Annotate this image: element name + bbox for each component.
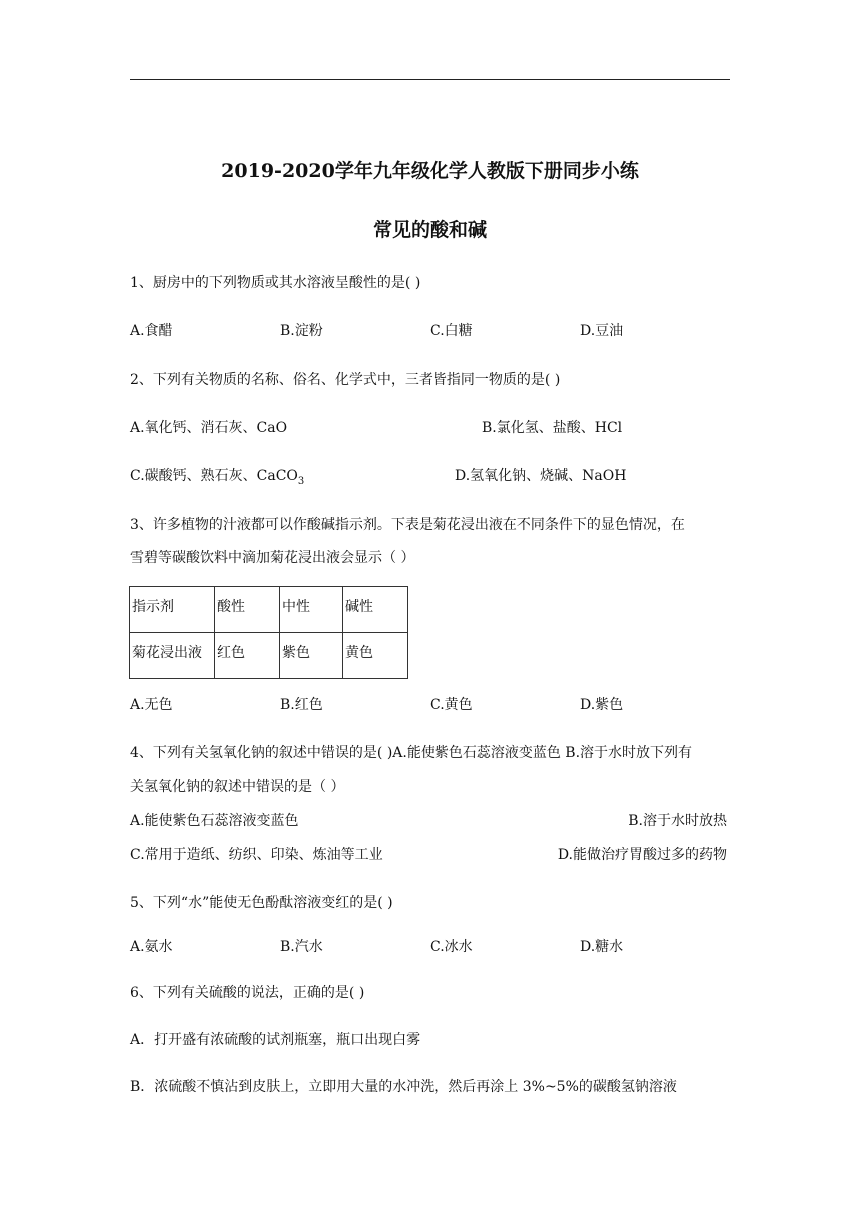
table-cell: 紫色 — [280, 633, 343, 679]
q2-option-c-subscript: 3 — [297, 475, 305, 487]
table-cell: 指示剂 — [130, 587, 215, 633]
question-4-stem-line-1: 4、下列有关氢氧化钠的叙述中错误的是( )A.能使紫色石蕊溶液变蓝色 B.溶于水时放下列有 — [130, 745, 693, 761]
q5-option-d: D.糖水 — [580, 939, 624, 955]
q4-option-a: A.能使紫色石蕊溶液变蓝色 — [130, 813, 299, 829]
table-cell: 酸性 — [215, 587, 280, 633]
q3-option-c: C.黄色 — [430, 697, 473, 713]
table-cell: 菊花浸出液 — [130, 633, 215, 679]
q1-option-b: B.淀粉 — [280, 323, 323, 339]
table-cell: 碱性 — [343, 587, 408, 633]
q4-option-b: B.溶于水时放热 — [628, 813, 727, 829]
table-cell: 中性 — [280, 587, 343, 633]
q3-option-d: D.紫色 — [580, 697, 624, 713]
indicator-table — [129, 586, 408, 679]
q2-option-c-text: C.碳酸钙、熟石灰、CaCO — [130, 468, 298, 484]
question-2-stem: 2、下列有关物质的名称、俗名、化学式中，三者皆指同一物质的是( ) — [130, 372, 561, 388]
table-row — [130, 633, 408, 679]
question-1-stem: 1、厨房中的下列物质或其水溶液呈酸性的是( ) — [130, 275, 421, 291]
q1-option-a: A.食醋 — [130, 323, 173, 339]
q1-option-d: D.豆油 — [580, 323, 624, 339]
document-title: 2019-2020学年九年级化学人教版下册同步小练 — [221, 160, 639, 182]
q2-option-a: A.氧化钙、消石灰、CaO — [130, 420, 288, 436]
question-3-stem-line-1: 3、许多植物的汁液都可以作酸碱指示剂。下表是菊花浸出液在不同条件下的显色情况，在 — [130, 517, 685, 533]
table-cell: 黄色 — [343, 633, 408, 679]
question-4-stem-line-2: 关氢氧化钠的叙述中错误的是（ ） — [130, 779, 345, 795]
question-6-stem: 6、下列有关硫酸的说法，正确的是( ) — [130, 985, 365, 1001]
q4-option-d: D.能做治疗胃酸过多的药物 — [557, 847, 727, 863]
q5-option-c: C.冰水 — [430, 939, 473, 955]
document-subtitle: 常见的酸和碱 — [372, 219, 487, 241]
q6-option-a: A．打开盛有浓硫酸的试剂瓶塞，瓶口出现白雾 — [130, 1032, 421, 1048]
header-rule — [130, 79, 730, 80]
q2-option-b: B.氯化氢、盐酸、HCl — [482, 420, 623, 436]
q5-option-b: B.汽水 — [280, 939, 323, 955]
q2-option-c — [130, 465, 304, 487]
q5-option-a: A.氨水 — [130, 939, 173, 955]
q6-option-b: B．浓硫酸不慎沾到皮肤上，立即用大量的水冲洗，然后再涂上 3%~5%的碳酸氢钠溶液 — [130, 1079, 677, 1095]
q2-option-d: D.氢氧化钠、烧碱、NaOH — [455, 468, 627, 484]
table-cell: 红色 — [215, 633, 280, 679]
question-3-stem-line-2: 雪碧等碳酸饮料中滴加菊花浸出液会显示（ ） — [130, 550, 415, 566]
q3-option-a: A.无色 — [130, 697, 173, 713]
q4-option-c: C.常用于造纸、纺织、印染、炼油等工业 — [130, 847, 383, 863]
q3-option-b: B.红色 — [280, 697, 323, 713]
table-header-row — [130, 587, 408, 633]
q1-option-c: C.白糖 — [430, 323, 473, 339]
question-5-stem: 5、下列“水”能使无色酚酞溶液变红的是( ) — [130, 895, 393, 911]
